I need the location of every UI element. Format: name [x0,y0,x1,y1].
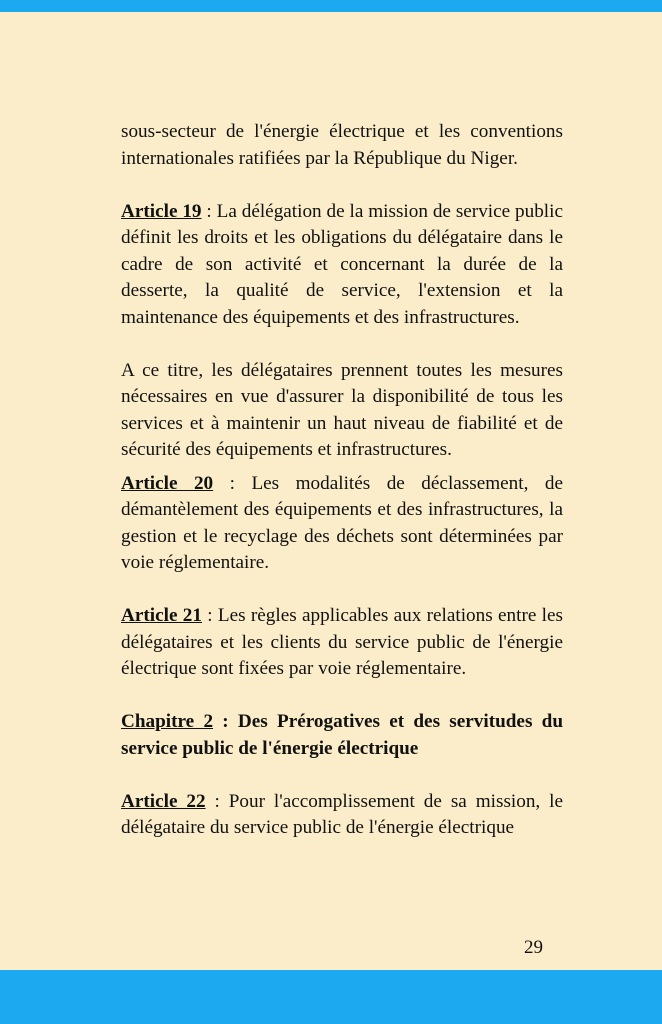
article-text: : Les modalités de déclassement, de démantèlement des équipements et des infrastructures, la gestion et le recyclage des déchets sont déterminées par voie réglementaire. [121,472,563,573]
paragraph-text: A ce titre, les délégataires prennent toutes les mesures nécessaires en vue d'assurer la disponibilité de tous les services et à maintenir un haut niveau de fiabilité et de sécurité des équipements et infrastructures. [121,359,563,460]
page-number: 29 [524,937,543,958]
article-label: Article 19 [121,200,202,222]
article-label: Article 22 [121,790,206,812]
article-20 [121,471,563,577]
bottom-color-bar [0,970,662,1024]
article-text: : Les règles applicables aux relations entre les délégataires et les clients du service public de l'énergie électrique sont fixées par voie réglementaire. [121,605,563,679]
chapter-2-heading [121,709,563,762]
article-text: : Pour l'accomplissement de sa mission, le délégataire du service public de l'énergie électrique [121,790,563,838]
article-text: : La délégation de la mission de service public définit les droits et les obligations du délégataire dans le cadre de son activité et concernant la durée de la desserte, la qualité de service, l'extension et la maintenance des équipements et des infrastructures. [121,200,563,328]
article-22 [121,789,563,842]
article-label: Article 21 [121,605,202,626]
paragraph-text: sous-secteur de l'énergie électrique et les conventions internationales ratifiées par la République du Niger. [121,121,563,169]
article-21 [121,603,563,683]
top-color-bar [0,0,662,12]
paragraph-continuation [121,119,563,172]
chapter-label: Chapitre 2 [121,711,214,732]
document-page-body [121,119,563,842]
paragraph-a-ce-titre [121,358,563,464]
article-label: Article 20 [121,472,214,494]
chapter-title: : Des Prérogatives et des servitudes du service public de l'énergie électrique [121,711,564,759]
article-19 [121,199,563,332]
